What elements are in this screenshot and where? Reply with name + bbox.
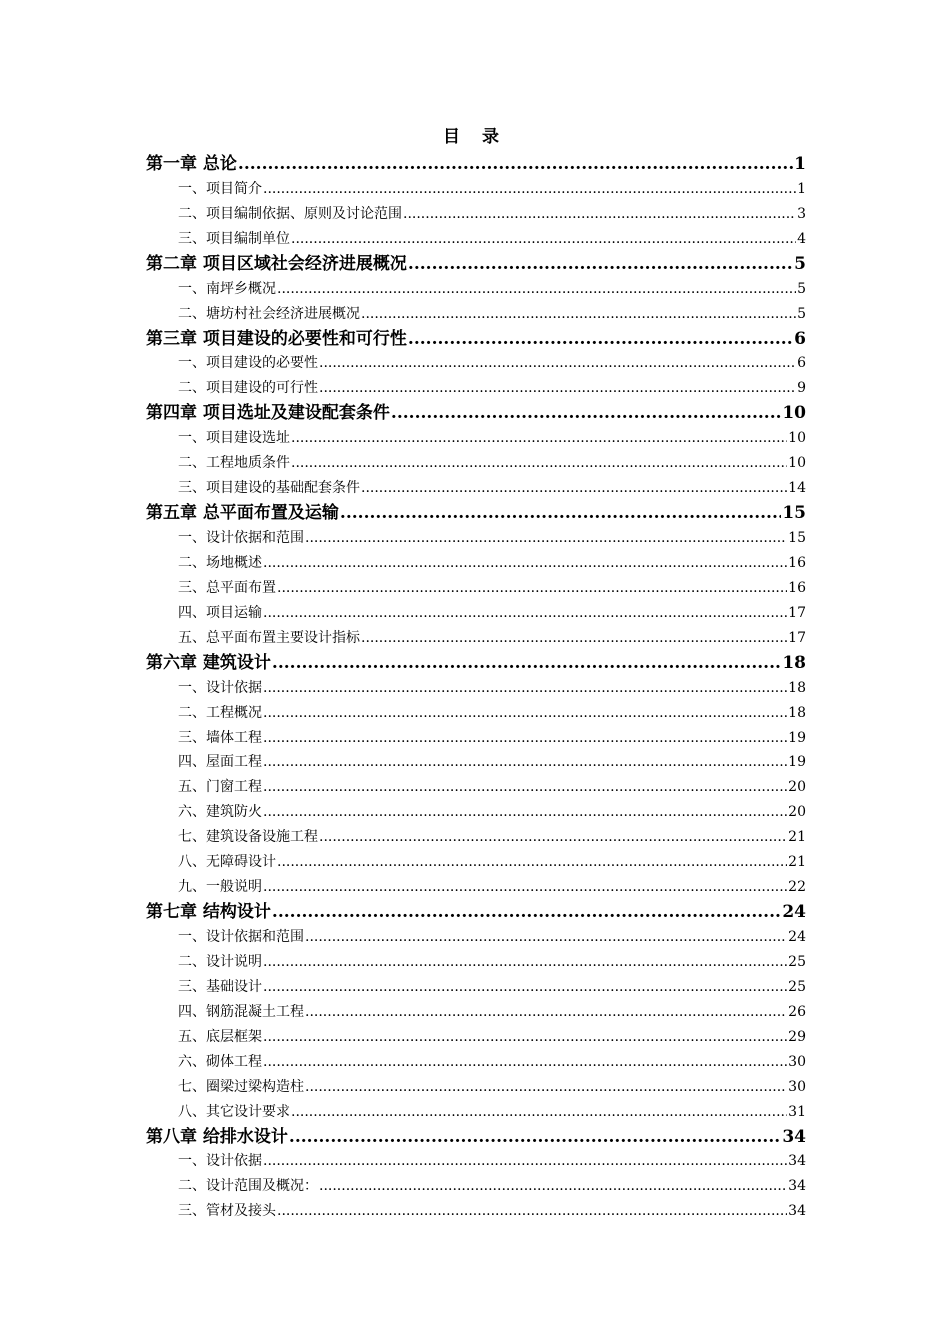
toc-section-entry[interactable]: [146, 573, 806, 598]
toc-dot-leader: [291, 453, 787, 473]
toc-entry-label: 二、塘坊村社会经济进展概况: [178, 305, 360, 322]
toc-page-number: 15: [788, 530, 806, 546]
toc-page-number: 15: [782, 503, 806, 524]
toc-entry-label: 六、建筑防火: [178, 804, 262, 821]
toc-page-number: 25: [788, 978, 806, 995]
toc-section-entry[interactable]: [146, 224, 806, 249]
toc-page-number: 5: [797, 305, 806, 322]
toc-section-entry[interactable]: [146, 922, 806, 947]
toc-section-entry[interactable]: [146, 698, 806, 723]
toc-entry-label: 二、工程概况: [178, 704, 262, 721]
toc-dot-leader: [263, 553, 787, 573]
toc-page-number: 17: [788, 604, 806, 621]
toc-page-number: 24: [788, 929, 806, 945]
toc-dot-leader: [289, 1127, 781, 1147]
toc-dot-leader: [272, 653, 781, 673]
toc-section-entry[interactable]: [146, 473, 806, 498]
toc-chapter-entry[interactable]: [146, 398, 806, 423]
toc-page-number: 17: [788, 629, 806, 646]
toc-entry-label: 一、设计依据: [178, 1153, 262, 1170]
toc-entry-label: 二、项目建设的可行性: [178, 380, 318, 397]
toc-dot-leader: [263, 179, 796, 199]
toc-page-number: 19: [788, 754, 806, 771]
toc-entry-label: 五、总平面布置主要设计指标: [178, 629, 360, 646]
toc-entry-label: 三、墙体工程: [178, 729, 262, 746]
toc-section-entry[interactable]: [146, 274, 806, 299]
toc-entry-label: 一、项目简介: [178, 180, 262, 197]
toc-page-number: 6: [797, 355, 806, 372]
toc-entry-label: 第五章 总平面布置及运输: [146, 503, 339, 524]
toc-dot-leader: [277, 852, 787, 872]
toc-chapter-entry[interactable]: [146, 648, 806, 673]
toc-dot-leader: [263, 1027, 787, 1047]
toc-entry-label: 三、总平面布置: [178, 579, 276, 596]
toc-entry-label: 五、底层框架: [178, 1028, 262, 1045]
toc-entry-label: 一、设计依据和范围: [178, 530, 304, 546]
toc-dot-leader: [272, 902, 781, 922]
toc-dot-leader: [403, 204, 796, 224]
toc-entry-label: 四、项目运输: [178, 604, 262, 621]
toc-section-entry[interactable]: [146, 373, 806, 398]
toc-page-number: 19: [788, 729, 806, 746]
toc-entry-label: 二、场地概述: [178, 554, 262, 571]
toc-chapter-entry[interactable]: [146, 149, 806, 174]
toc-dot-leader: [319, 353, 796, 373]
toc-page-number: 18: [782, 652, 806, 673]
toc-dot-leader: [263, 752, 787, 772]
toc-title: 目 录: [443, 127, 507, 147]
toc-page-number: 4: [797, 230, 806, 247]
toc-page-number: 29: [788, 1028, 806, 1045]
toc-entry-label: 三、项目建设的基础配套条件: [178, 480, 360, 497]
toc-dot-leader: [305, 1002, 787, 1022]
toc-page-number: 1: [797, 180, 806, 197]
toc-dot-leader: [277, 578, 787, 598]
toc-dot-leader: [263, 777, 787, 797]
toc-entry-label: 二、设计说明: [178, 953, 262, 970]
toc-section-entry[interactable]: [146, 1196, 806, 1221]
toc-entry-label: 二、项目编制依据、原则及讨论范围: [178, 205, 402, 222]
toc-chapter-entry[interactable]: [146, 324, 806, 349]
toc-entry-label: 七、建筑设备设施工程: [178, 829, 318, 846]
toc-entry-label: 三、管材及接头: [178, 1203, 276, 1220]
toc-dot-leader: [361, 478, 787, 498]
toc-entry-label: 四、钢筋混凝土工程: [178, 1003, 304, 1020]
toc-entry-label: 第六章 建筑设计: [146, 652, 271, 673]
toc-section-entry[interactable]: [146, 1047, 806, 1072]
toc-dot-leader: [319, 1176, 787, 1196]
toc-entry-label: 七、圈梁过梁构造柱: [178, 1078, 304, 1095]
toc-section-entry[interactable]: [146, 772, 806, 797]
toc-section-entry[interactable]: [146, 1147, 806, 1172]
toc-dot-leader: [305, 528, 787, 548]
toc-section-entry[interactable]: [146, 423, 806, 448]
toc-page-number: 5: [794, 253, 806, 274]
toc-section-entry[interactable]: [146, 822, 806, 847]
toc-dot-leader: [263, 603, 787, 623]
toc-entry-label: 第七章 结构设计: [146, 902, 271, 923]
toc-section-entry[interactable]: [146, 673, 806, 698]
toc-page-number: 21: [788, 829, 806, 846]
toc-page-number: 6: [794, 328, 806, 349]
toc-page-number: 20: [788, 779, 806, 796]
toc-page-number: 9: [797, 380, 806, 397]
toc-dot-leader: [319, 827, 787, 847]
toc-dot-leader: [361, 628, 787, 648]
toc-entry-label: 一、项目建设的必要性: [178, 355, 318, 372]
toc-dot-leader: [263, 1052, 787, 1072]
table-of-contents: [146, 149, 806, 1221]
toc-dot-leader: [319, 378, 796, 398]
toc-entry-label: 三、项目编制单位: [178, 230, 290, 247]
toc-dot-leader: [277, 1201, 787, 1221]
toc-section-entry[interactable]: [146, 1171, 806, 1196]
toc-section-entry[interactable]: [146, 1097, 806, 1122]
toc-page-number: 30: [788, 1078, 806, 1095]
toc-section-entry[interactable]: [146, 1072, 806, 1097]
toc-page-number: 18: [788, 679, 806, 696]
toc-page-number: 10: [788, 455, 806, 472]
toc-entry-label: 第二章 项目区域社会经济进展概况: [146, 253, 407, 274]
toc-section-entry[interactable]: [146, 872, 806, 897]
toc-chapter-entry[interactable]: [146, 897, 806, 922]
toc-dot-leader: [291, 428, 787, 448]
toc-section-entry[interactable]: [146, 199, 806, 224]
toc-dot-leader: [263, 952, 787, 972]
toc-dot-leader: [361, 304, 796, 324]
toc-page-number: 5: [797, 280, 806, 297]
toc-dot-leader: [263, 678, 787, 698]
toc-dot-leader: [263, 703, 787, 723]
toc-page-number: 14: [788, 480, 806, 497]
toc-page-number: 34: [782, 1126, 806, 1147]
toc-entry-label: 二、工程地质条件: [178, 455, 290, 472]
toc-entry-label: 二、设计范围及概况：: [178, 1178, 318, 1195]
toc-section-entry[interactable]: [146, 523, 806, 548]
toc-page-number: 24: [782, 902, 806, 923]
toc-section-entry[interactable]: [146, 598, 806, 623]
toc-section-entry[interactable]: [146, 972, 806, 997]
toc-chapter-entry[interactable]: [146, 1122, 806, 1147]
toc-dot-leader: [291, 1102, 787, 1122]
toc-dot-leader: [391, 403, 781, 423]
toc-section-entry[interactable]: [146, 299, 806, 324]
toc-page-number: 3: [797, 205, 806, 222]
toc-page-number: 34: [788, 1203, 806, 1220]
toc-page-number: 31: [788, 1103, 806, 1120]
toc-section-entry[interactable]: [146, 723, 806, 748]
toc-chapter-entry[interactable]: [146, 249, 806, 274]
toc-page-number: 1: [794, 153, 806, 174]
toc-page-number: 34: [788, 1178, 806, 1195]
toc-page-number: 30: [788, 1053, 806, 1070]
toc-section-entry[interactable]: [146, 797, 806, 822]
toc-chapter-entry[interactable]: [146, 498, 806, 523]
toc-dot-leader: [263, 1151, 787, 1171]
toc-page-number: 22: [788, 879, 806, 896]
toc-page-number: 34: [788, 1153, 806, 1170]
toc-page-number: 10: [788, 430, 806, 447]
toc-page-number: 20: [788, 804, 806, 821]
toc-section-entry[interactable]: [146, 174, 806, 199]
toc-section-entry[interactable]: [146, 349, 806, 374]
toc-section-entry[interactable]: [146, 448, 806, 473]
toc-dot-leader: [305, 1077, 787, 1097]
toc-section-entry[interactable]: [146, 748, 806, 773]
toc-page-number: 10: [782, 403, 806, 424]
toc-entry-label: 五、门窗工程: [178, 779, 262, 796]
toc-dot-leader: [305, 927, 787, 947]
toc-entry-label: 八、其它设计要求: [178, 1103, 290, 1120]
toc-entry-label: 一、设计依据和范围: [178, 929, 304, 945]
toc-page-number: 16: [788, 554, 806, 571]
toc-entry-label: 六、砌体工程: [178, 1053, 262, 1070]
toc-entry-label: 一、南坪乡概况: [178, 280, 276, 297]
toc-entry-label: 第八章 给排水设计: [146, 1126, 288, 1147]
toc-page-number: 16: [788, 579, 806, 596]
toc-entry-label: 一、设计依据: [178, 679, 262, 696]
toc-section-entry[interactable]: [146, 548, 806, 573]
toc-dot-leader: [263, 977, 787, 997]
toc-page-number: 26: [788, 1003, 806, 1020]
toc-section-entry[interactable]: [146, 947, 806, 972]
toc-entry-label: 一、项目建设选址: [178, 430, 290, 447]
toc-entry-label: 九、一般说明: [178, 879, 262, 896]
toc-dot-leader: [291, 229, 796, 249]
toc-dot-leader: [263, 728, 787, 748]
toc-dot-leader: [238, 154, 793, 174]
toc-entry-label: 第四章 项目选址及建设配套条件: [146, 403, 390, 424]
toc-dot-leader: [408, 329, 793, 349]
toc-entry-label: 四、屋面工程: [178, 754, 262, 771]
toc-dot-leader: [408, 254, 793, 274]
toc-entry-label: 第三章 项目建设的必要性和可行性: [146, 328, 407, 349]
toc-entry-label: 第一章 总论: [146, 153, 237, 174]
toc-page-number: 21: [788, 854, 806, 871]
toc-section-entry[interactable]: [146, 623, 806, 648]
toc-section-entry[interactable]: [146, 847, 806, 872]
toc-section-entry[interactable]: [146, 1022, 806, 1047]
toc-page-number: 25: [788, 953, 806, 970]
toc-dot-leader: [263, 802, 787, 822]
toc-dot-leader: [263, 877, 787, 897]
toc-section-entry[interactable]: [146, 997, 806, 1022]
toc-dot-leader: [277, 279, 796, 299]
toc-page-number: 18: [788, 704, 806, 721]
toc-dot-leader: [340, 503, 781, 523]
toc-entry-label: 三、基础设计: [178, 978, 262, 995]
toc-entry-label: 八、无障碍设计: [178, 854, 276, 871]
